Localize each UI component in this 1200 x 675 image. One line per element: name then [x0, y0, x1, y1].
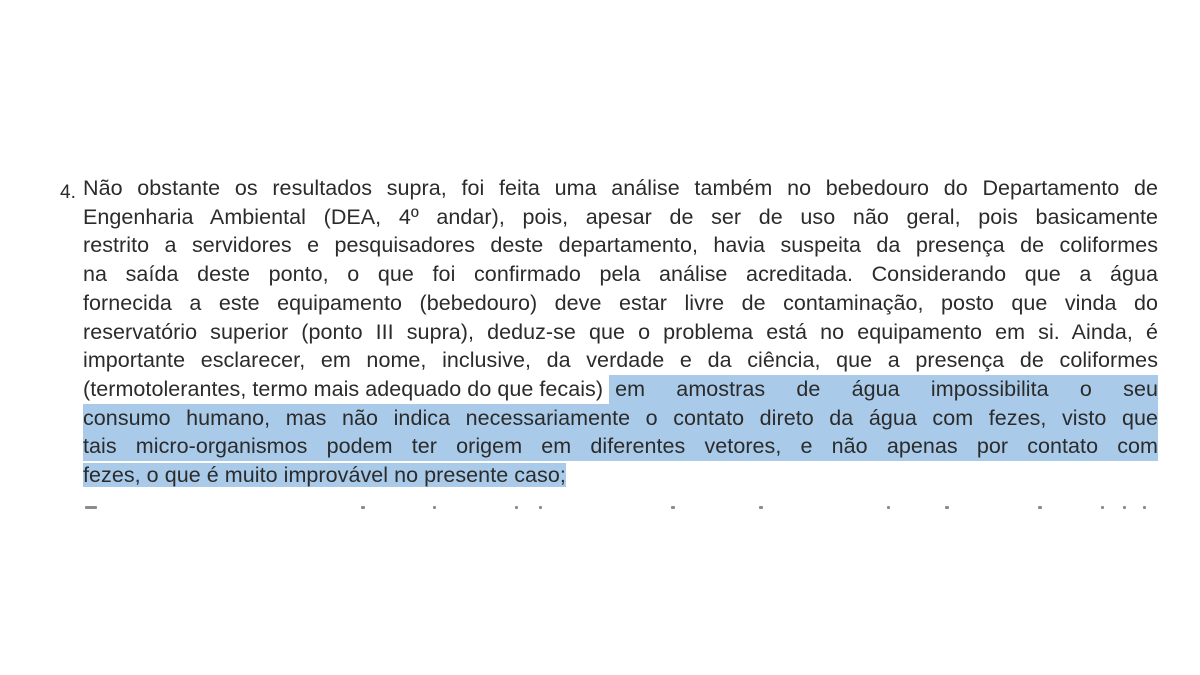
- cut-glyph: [1038, 506, 1042, 509]
- paragraph-line-1: Não obstante os resultados supra, foi feita uma análise também no bebedouro do Departamento de: [83, 176, 1158, 200]
- cut-glyph: [515, 506, 518, 509]
- paragraph-line-3: restrito a servidores e pesquisadores deste departamento, havia suspeita da presença de coliformes: [83, 233, 1158, 258]
- truncated-next-line: [83, 495, 1158, 509]
- paragraph-line-5: fornecida a este equipamento (bebedouro) deve estar livre de contaminação, posto que vinda do: [83, 290, 1158, 315]
- cut-glyph: [85, 506, 97, 509]
- cut-glyph: [945, 506, 949, 509]
- cut-glyph: [887, 506, 890, 509]
- highlighted-selection-end[interactable]: fezes, o que é muito improvável no presente caso;: [83, 463, 566, 487]
- cut-glyph: [1123, 506, 1126, 509]
- paragraph-line-6: reservatório superior (ponto III supra), deduz-se que o problema está no equipamento em si. Ainda, é: [83, 319, 1158, 344]
- paragraph-line-7: importante esclarecer, em nome, inclusive, da verdade e da ciência, que a presença de coliformes: [83, 348, 1158, 373]
- highlighted-line-2[interactable]: tais micro-organismos podem ter origem em diferentes vetores, e não apenas por contato com: [83, 432, 1158, 461]
- cut-glyph: [1101, 506, 1104, 509]
- cut-glyph: [759, 506, 763, 509]
- cut-glyph: [1143, 506, 1146, 509]
- cut-glyph: [361, 506, 365, 509]
- line-8-plain-text: (termotolerantes, termo mais adequado do que fecais): [83, 376, 610, 401]
- cut-glyph: [671, 506, 675, 509]
- cut-glyph: [539, 506, 542, 509]
- highlighted-selection-start[interactable]: em amostras de água impossibilita o seu: [609, 375, 1158, 404]
- paragraph-line-4: na saída deste ponto, o que foi confirmado pela análise acreditada. Considerando que a água: [83, 262, 1158, 287]
- paragraph-item-4: [83, 174, 1158, 490]
- highlighted-line-1[interactable]: consumo humano, mas não indica necessariamente o contato direto da água com fezes, visto que: [83, 404, 1158, 433]
- paragraph-line-8: [83, 375, 1158, 404]
- paragraph-line-2: Engenharia Ambiental (DEA, 4º andar), pois, apesar de ser de uso não geral, pois basicamente: [83, 204, 1158, 229]
- item-number: 4.: [60, 182, 76, 203]
- highlighted-line-last[interactable]: [83, 461, 566, 490]
- cut-glyph: [433, 506, 436, 509]
